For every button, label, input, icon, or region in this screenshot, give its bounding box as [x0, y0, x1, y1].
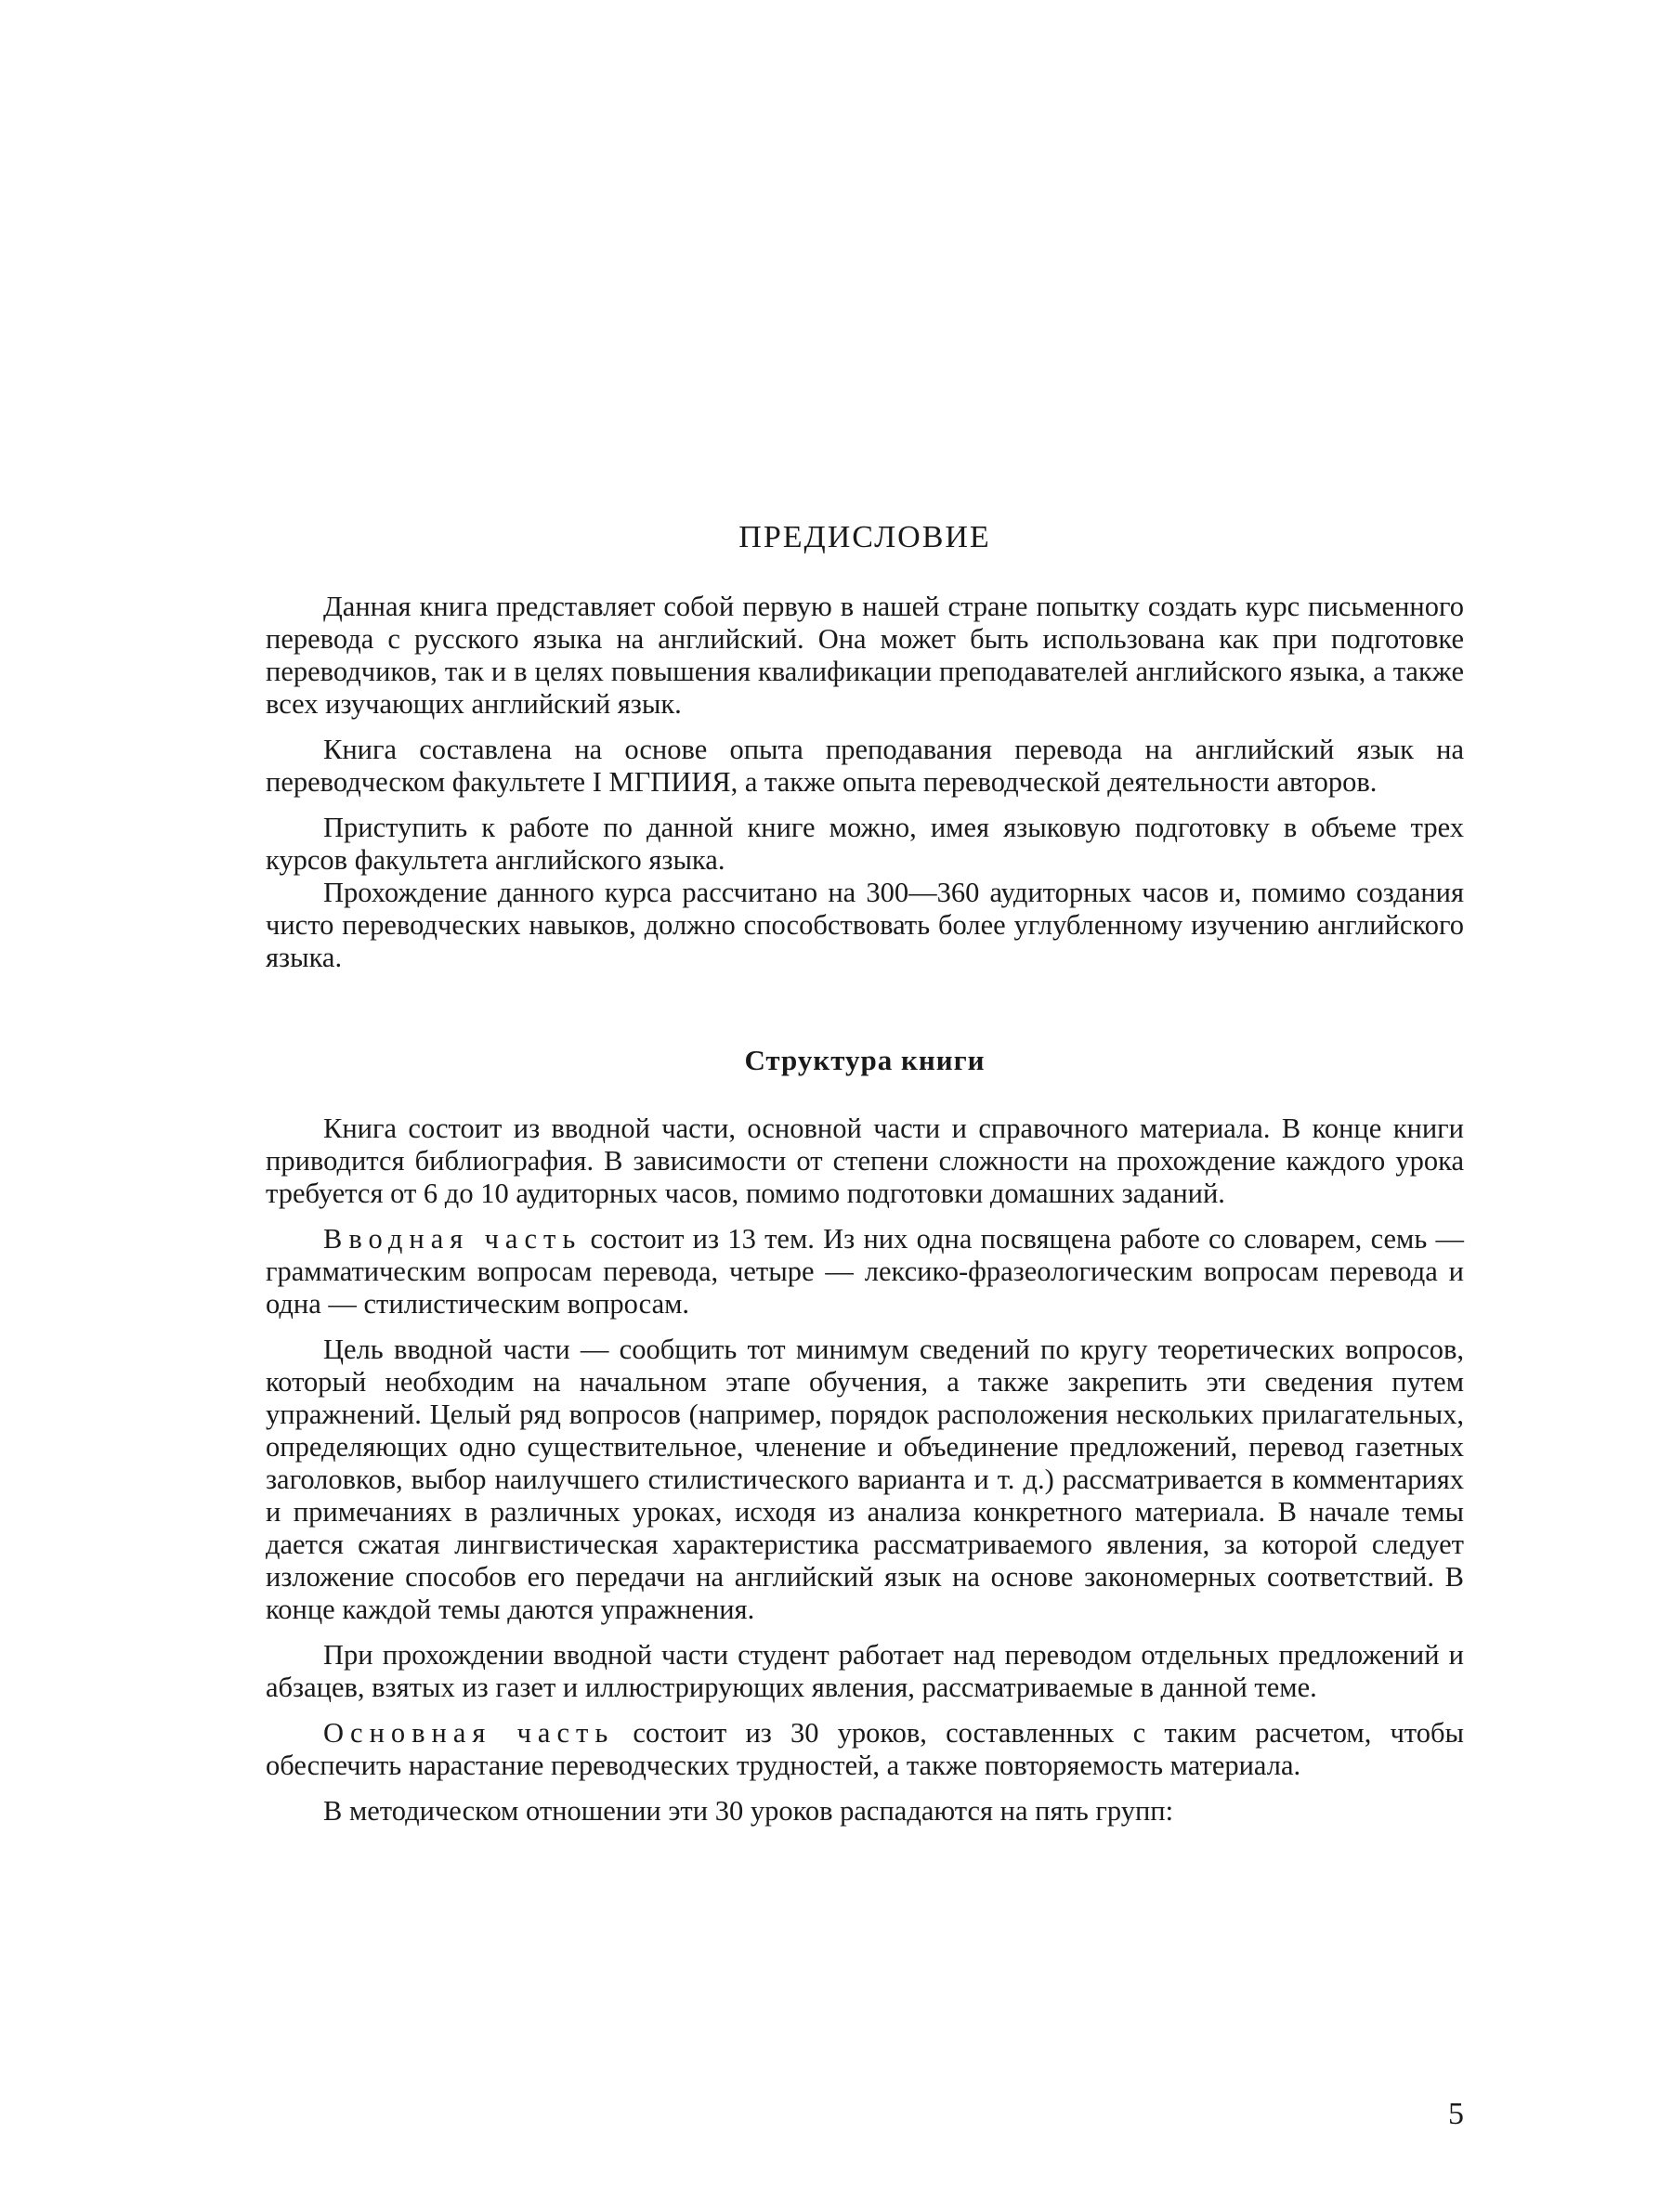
- structure-paragraph-3: Цель вводной части — сообщить тот минимум сведений по кругу теоретических вопросов, который необходим на начальном этапе обучения, а также закрепить эти сведения путем упражнений. Целый ряд вопросов (например, порядок расположения нескольких прилагательных, определяющих одно существительное, членение и объединение предложений, перевод газетных заголовков, выбор наилучшего стилистического варианта и т. д.) рассматривается в комментариях и примечаниях в различных уроках, исходя из анализа конкретного материала. В начале темы дается сжатая лингвистическая характеристика рассматриваемого явления, за которой следует изложение способов его передачи на английский язык на основе закономерных соответствий. В конце каждой темы даются упражнения.: [266, 1334, 1464, 1625]
- main-part-text: состоит из 30 уроков, составленных с таким расчетом, чтобы обеспечить нарастание переводческих трудностей, а также повторяемость материала.: [266, 1717, 1464, 1781]
- structure-paragraph-main-part: [266, 1717, 1464, 1782]
- page-number: 5: [1448, 2097, 1464, 2131]
- page-content: [266, 520, 1464, 1841]
- preface-paragraph-4: Прохождение данного курса рассчитано на 300—360 аудиторных часов и, помимо создания чисто переводческих навыков, должно способствовать более углубленному изучению английского языка.: [266, 877, 1464, 973]
- section-heading-structure: Структура книги: [744, 1044, 986, 1076]
- preface-paragraph-2: Книга составлена на основе опыта преподавания перевода на английский язык на переводческом факультете I МГПИИЯ, а также опыта переводческой деятельности авторов.: [266, 734, 1464, 798]
- intro-part-text: состоит из 13 тем. Из них одна посвящена работе со словарем, семь — грамматическим вопросам перевода, четыре — лексико-фразеологическим вопросам перевода и одна — стилистическим вопросам.: [266, 1223, 1464, 1320]
- structure-paragraph-1: Книга состоит из вводной части, основной части и справочного материала. В конце книги приводится библиография. В зависимости от степени сложности на прохождение каждого урока требуется от 6 до 10 аудиторных часов, помимо подготовки домашних заданий.: [266, 1113, 1464, 1209]
- preface-paragraph-3: Приступить к работе по данной книге можно, имея языковую подготовку в объеме трех курсов факультета английского языка.: [266, 812, 1464, 876]
- page-title: ПРЕДИСЛОВИЕ: [738, 520, 991, 554]
- intro-part-term: Вводная часть: [323, 1223, 582, 1255]
- preface-paragraph-1: Данная книга представляет собой первую в нашей стране попытку создать курс письменного перевода с русского языка на английский. Она может быть использована как при подготовке переводчиков, так и в целях повышения квалификации преподавателей английского языка, а также всех изучающих английский язык.: [266, 591, 1464, 720]
- structure-paragraph-4: При прохождении вводной части студент работает над переводом отдельных предложений и абзацев, взятых из газет и иллюстрирующих явления, рассматриваемые в данной теме.: [266, 1639, 1464, 1703]
- structure-paragraph-intro-part: [266, 1223, 1464, 1321]
- main-part-term: Основная часть: [323, 1717, 615, 1749]
- structure-paragraph-6: В методическом отношении эти 30 уроков распадаются на пять групп:: [323, 1795, 1174, 1827]
